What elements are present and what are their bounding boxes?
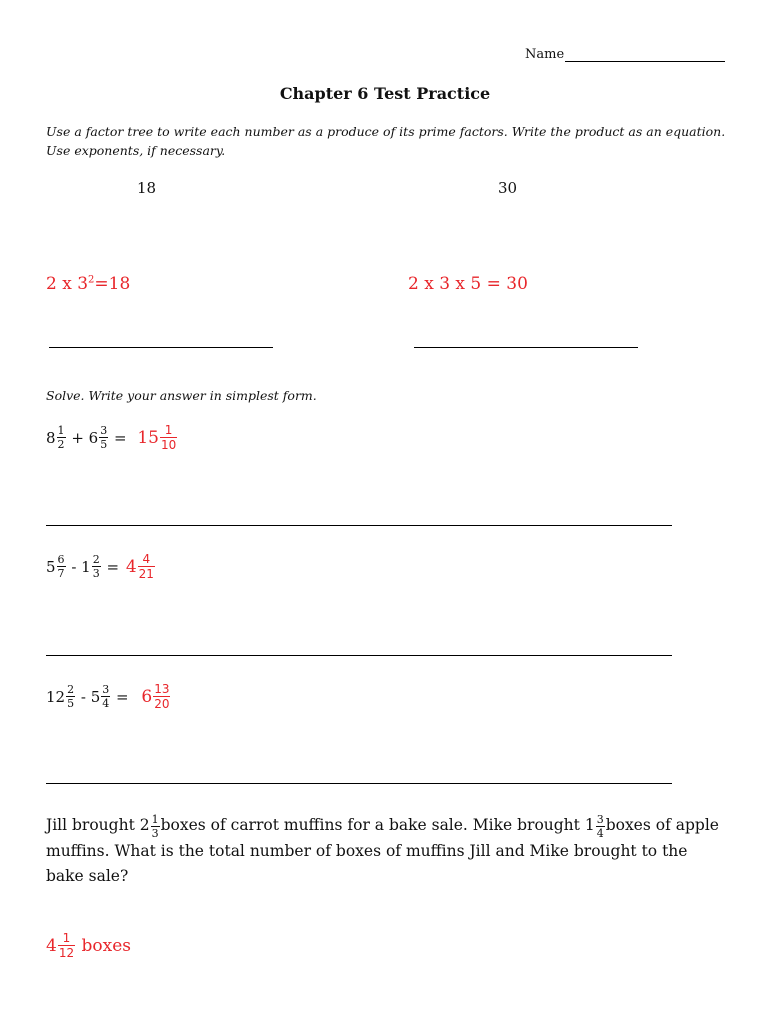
numerator: 3 [596,812,604,826]
name-field [525,47,725,62]
numerator: 4 [142,552,151,566]
denominator: 2 [57,438,65,451]
numerator: 1 [151,812,159,826]
denominator: 5 [100,438,108,451]
denominator: 4 [102,697,110,710]
answer-whole: 15 [137,427,159,448]
problem-number-30: 30 [498,179,518,197]
denominator: 4 [596,826,604,840]
word-problem [46,813,726,889]
answer-18-exponent: 2 [88,274,95,286]
answer-18-tail: =18 [94,274,131,294]
numerator: 6 [57,553,65,566]
word-problem-text-1: Jill brought 2 [46,816,150,834]
fraction-problem-1 [46,424,178,451]
numerator: 1 [57,424,65,437]
word-fraction-2 [596,814,605,839]
answer-fraction [138,553,155,580]
operator: - [76,687,91,706]
numerator: 1 [62,931,71,945]
whole-2: 1 [81,557,91,576]
numerator: 2 [92,553,100,566]
equals: = [111,687,134,706]
fraction-2 [99,425,108,450]
denominator: 10 [160,438,177,452]
fraction-2 [92,554,101,579]
numerator: 3 [100,424,108,437]
numerator: 1 [164,423,173,437]
fraction-1 [57,554,66,579]
answer-unit: boxes [76,935,132,956]
fraction-problem-3 [46,683,171,710]
denominator: 21 [138,567,154,581]
whole-1: 5 [46,557,56,576]
denominator: 12 [58,946,75,960]
answer-fraction [160,424,177,451]
answer-whole: 4 [46,935,57,956]
answer-line-18[interactable] [49,347,273,348]
numerator: 13 [154,682,170,696]
numerator: 3 [102,683,110,696]
work-line-1[interactable] [46,525,672,526]
fraction-2 [101,684,110,709]
factor-instructions: Use a factor tree to write each number as a produce of its prime factors. Write the product as an equation. Use exponents, if necessary. [46,124,726,158]
answer-fraction [153,683,170,710]
equals: = [101,557,124,576]
answer-whole: 6 [141,686,153,707]
name-blank[interactable] [565,47,725,62]
whole-1: 12 [46,687,66,706]
work-line-2[interactable] [46,655,672,656]
whole-2: 6 [88,428,99,447]
numerator: 2 [67,683,75,696]
denominator: 7 [57,567,65,580]
denominator: 3 [92,567,100,580]
answer-18-base: 2 x 3 [46,274,89,294]
answer-30: 2 x 3 x 5 = 30 [408,274,528,294]
fraction-1 [57,425,66,450]
name-label: Name [525,47,565,62]
answer-line-30[interactable] [414,347,638,348]
word-problem-text-3: boxes of apple muffins. What is the total number of boxes of muffins Jill and Mike brought to the bake sale? [46,816,719,885]
answer-whole: 4 [125,556,137,577]
operator: + [66,428,89,447]
fraction-problem-2 [46,553,156,580]
answer-fraction [58,932,75,959]
denominator: 5 [67,697,75,710]
problem-number-18: 18 [137,179,157,197]
fraction-1 [66,684,75,709]
word-problem-text-2: boxes of carrot muffins for a bake sale. Mike brought 1 [160,816,595,834]
whole-1: 8 [46,428,56,447]
solve-instructions: Solve. Write your answer in simplest form. [46,388,317,403]
word-problem-answer [46,932,131,959]
work-line-3[interactable] [46,783,672,784]
equals: = [109,428,132,447]
denominator: 20 [154,697,170,711]
page-title: Chapter 6 Test Practice [279,84,491,103]
whole-2: 5 [90,687,101,706]
word-fraction-1 [151,814,160,839]
denominator: 3 [151,826,159,840]
answer-18 [46,274,130,294]
operator: - [66,557,82,576]
